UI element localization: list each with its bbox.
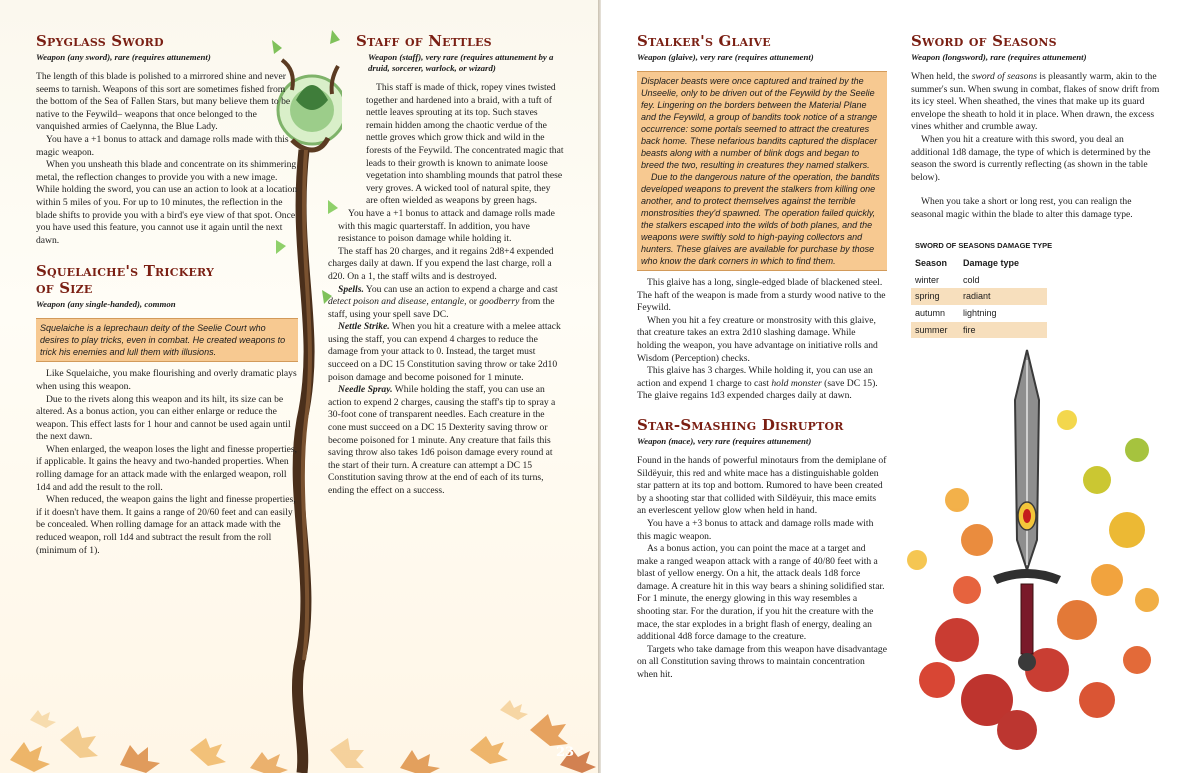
nettles-paragraph: You have a +1 bonus to attack and damage rolls made with this magic quarterstaff. In addition, you have resistance to poison damage while holding it.: [338, 207, 555, 245]
glaive-p3-post: (save DC 15). The glaive regains 1d3 expended charges daily at dawn.: [637, 377, 878, 402]
spray-label: Needle Spray.: [338, 384, 393, 396]
left-column-1: [36, 33, 298, 557]
right-column-2: [911, 33, 1161, 338]
glaive-paragraph: This glaive has a long, single-edged blade of blackened steel. The haft of the weapon is made from a sturdy wood native to the Feywild.: [637, 277, 886, 314]
disruptor-paragraph: Targets who take damage from this weapon have disadvantage on all Constitution saving throws to maintain concentration when hit.: [637, 643, 887, 681]
table-cell: winter: [915, 274, 940, 285]
table-cell: autumn: [915, 307, 946, 318]
right-column-1: [637, 33, 887, 682]
table-cell: summer: [911, 322, 959, 339]
table-row: [911, 288, 1047, 305]
star-smashing-disruptor-title: Star-Smashing Disruptor: [637, 415, 844, 434]
seasons-paragraph: [911, 71, 1161, 134]
page-number: 23: [556, 745, 575, 760]
table-header: Season: [915, 258, 948, 269]
squelaiche-title-line2: of Size: [36, 279, 93, 298]
squelaiche-subtitle: Weapon (any single-handed), common: [36, 299, 176, 310]
spyglass-paragraph: You have a +1 bonus to attack and damage rolls made with this magic weapon.: [36, 133, 289, 158]
spyglass-paragraph: When you unsheath this blade and concentrate on its shimmering metal, the reflection changes to provide you with a new image. While holding the sword, you can use an action to look at a location within 5 miles of you. For up to 10 minutes, the reflection in the blade shifts to provide you with a bird's eye view of that spot. Once you have used this feature, you cannot use it again until the next dawn.: [36, 159, 298, 246]
staff-of-nettles-subtitle: Weapon (staff), very rare (requires attunement by a druid, sorcerer, warlock, or wizard): [368, 52, 554, 73]
seasons-paragraph: When you hit a creature with this sword, you deal an additional 1d8 damage, the type of which is determined by the season the sword is currently reflecting (as shown in the table below).: [911, 133, 1151, 183]
spyglass-paragraph: The length of this blade is polished to a mirrored shine and never seems to tarnish. Weapons of this sort are sometimes fished from the bottom of the Sea of Fallen Stars, but many believe them to be native to the Feywild– weapons that once belonged to the vanquished armies of Caelynna, the Blue Lady.: [36, 71, 291, 133]
seasons-paragraph: When you take a short or long rest, you can realign the seasonal magic within the blade to alter this damage type.: [911, 196, 1133, 220]
seasons-p1-post: is pleasantly warm, akin to the summer's sun. When swung in combat, flakes of snow drift from its icy steel. When sheathed, the vines that make up its guard envelope the sheath to hold it in place. When drawn, the excess vines whither and crumble away.: [911, 71, 1160, 133]
table-caption: SWORD OF SEASONS DAMAGE TYPE: [915, 240, 1053, 250]
spyglass-sword-title: Spyglass Sword: [36, 32, 164, 50]
spells-last: goodberry: [479, 296, 520, 308]
table-row: [911, 322, 1047, 339]
spyglass-sword-subtitle: Weapon (any sword), rare (requires attunement): [36, 52, 211, 62]
glaive-lore-1: Displacer beasts were once captured and trained by the Unseelie, only to be driven out of the Feywild by the Seelie fey. Lingering on the borders between the Material Plane and the Feywild, a group of bandits took notice of a strange occurrence: some portals seemed to attract the creatures back home. These nefarious bandits captured the displacer beasts along with a number of blink dogs and began to breed the two, resulting in creatures they named stalkers.: [641, 76, 878, 170]
nettles-spray: [328, 384, 564, 497]
glaive-lore-box: [637, 71, 887, 271]
squelaiche-lore-box: Squelaiche is a leprechaun deity of the Seelie Court who desires to play tricks, even in combat. He created weapons to trick his enemies and lull them with illusions.: [36, 318, 298, 362]
table-cell: lightning: [963, 307, 997, 318]
strike-label: Nettle Strike.: [338, 321, 390, 333]
strike-text: When you hit a creature with a melee attack using the staff, you can expend 4 charges to reduce the damage from your attack to 0. Instead, the target must succeed on a DC 15 Constitution saving throw or take 2d10 poison damage and become poisoned for 1 minute.: [328, 321, 561, 383]
squelaiche-title-line1: Squelaiche's Trickery: [36, 262, 215, 281]
damage-type-table-wrap: [911, 240, 1161, 339]
seasons-p1-pre: When held, the: [911, 71, 972, 82]
squelaiche-paragraph: When reduced, the weapon gains the light and finesse properties, if it doesn't have them. It gains a range of 20/60 feet and can easily be concealed. When rolling damage for an attack made with the reduced weapon, roll 1d4 and subtract the result from the roll (minimum of 1).: [36, 494, 296, 556]
spray-text: While holding the staff, you can use an action to expend 2 charges, causing the staff's tip to spray a 30-foot cone of transparent needles. Each creature in the cone must succeed on a DC 15 Dexterity saving throw or become poisoned for 1 minute. Any creature that fails this saving throw also takes 1d6 poison damage every round at the start of their turn. A creature can attempt a DC 15 Constitution saving throw at the end of each of its turns, ending the effect on a success.: [328, 384, 556, 496]
table-cell: radiant: [959, 288, 1047, 305]
spells-text: You can use an action to expend a charge and cast: [363, 283, 558, 295]
table-cell: fire: [959, 322, 1047, 339]
spells-post: from the staff, using your spell save DC.: [328, 296, 555, 320]
nettles-paragraph: This staff is made of thick, ropey vines twisted together and hardened into a braid, with a tuft of nettle leaves sprouting at its top. Such staves remain hidden among the chaotic verdue of the nettle groves which grow thick and wild in the forests of the Feywild. The concentrated magic that leads to their growth is known to animate loose vegetation into shambling mounds that patrol these very groves. A wicked tool of natural spite, they are often wielded as weapons by green hags.: [366, 82, 564, 207]
table-header-row: [911, 255, 1047, 272]
table-cell: cold: [963, 274, 980, 285]
glaive-p3-pre: This glaive has 3 charges. While holding it, you can use an action and expend 1 charge to cast: [637, 365, 873, 389]
squelaiche-paragraph: Like Squelaiche, you make flourishing and overly dramatic plays when using this weapon.: [36, 368, 297, 392]
seasons-subtitle: Weapon (longsword), rare (requires attunement): [911, 52, 1087, 62]
table-row: [911, 305, 1047, 322]
table-row: [911, 272, 1047, 289]
table-cell: spring: [911, 288, 959, 305]
sword-of-seasons-illustration: [897, 340, 1177, 760]
stalkers-glaive-subtitle: Weapon (glaive), very rare (requires attunement): [637, 52, 814, 62]
table-header: Damage type: [963, 258, 1020, 269]
glaive-paragraph: When you hit a fey creature or monstrosity with this glaive, that creature takes an extra 2d10 slashing damage. While holding the weapon, you have advantage on initiative rolls and Wisdom (Perception) checks.: [637, 314, 878, 364]
right-page: [601, 0, 1196, 773]
stalkers-glaive-title: Stalker's Glaive: [637, 32, 771, 50]
spells-label: Spells.: [338, 283, 364, 295]
sword-of-seasons-title: Sword of Seasons: [911, 32, 1057, 50]
disruptor-subtitle: Weapon (mace), very rare (requires attunement): [637, 435, 812, 446]
nettles-spells: [328, 284, 564, 322]
squelaiche-title: [36, 263, 298, 297]
left-column-2: [328, 33, 564, 498]
disruptor-paragraph: As a bonus action, you can point the mace at a target and make a ranged weapon attack with a range of 40/80 feet with a blast of yellow energy. On a hit, the attack deals 1d8 force damage. A creature hit in this way bears a shining solidified star. For 1 minute, the energy glowing in this way resembles a shooting star. For the duration, if you hit the creature with the mace, the star explodes in a bright flash of energy, dealing an additional 4d8 force damage to the creature.: [637, 543, 885, 643]
disruptor-paragraph: You have a +3 bonus to attack and damage rolls made with this magic weapon.: [637, 517, 874, 542]
staff-of-nettles-title: Staff of Nettles: [356, 32, 492, 50]
glaive-p3-spell: hold monster: [771, 377, 822, 389]
glaive-paragraph: [637, 365, 887, 403]
seasons-p1-name: sword of seasons: [971, 71, 1037, 82]
squelaiche-paragraph: When enlarged, the weapon loses the light and finesse properties, if applicable. It gains the heavy and two-handed properties. When rolling damage for an attack made with the enlarged weapon, roll 1d4 and add the result to the roll.: [36, 443, 298, 493]
damage-type-table: [911, 255, 1047, 338]
glaive-lore-2: Due to the dangerous nature of the operation, the bandits developed weapons to prevent the stalkers from killing one another, and to protect themselves against the terrible monstrosities they'd spawned. The operation failed quickly, the stalkers escaped into the wilds of both planes, and the weapons were swiftly sold to high-paying collectors and hunters. These glaives are available for purchase by those who know the dark corners in which to find them.: [641, 172, 880, 266]
spells-or: or: [466, 296, 480, 308]
spells-list: detect poison and disease, entangle,: [328, 296, 467, 308]
squelaiche-paragraph: Due to the rivets along this weapon and its hilt, its size can be altered. As a bonus action, you can either enlarge or reduce the weapon. This effect lasts for 1 hour and cannot be used again until the next dawn.: [36, 393, 291, 443]
disruptor-paragraph: Found in the hands of powerful minotaurs from the demiplane of Sildëyuir, this red and white mace has a distinguishable golden star pattern at its top and bottom. Rumored to have been created by a shooting star that collided with Sildëyuir, this mace emits an everlescent yellow glow when held in hand.: [637, 454, 887, 517]
nettles-paragraph: The staff has 20 charges, and it regains 2d8+4 expended charges daily at dawn. If you expend the last charge, roll a d20. On a 1, the staff wilts and is destroyed.: [328, 245, 554, 282]
nettles-strike: [328, 321, 564, 384]
